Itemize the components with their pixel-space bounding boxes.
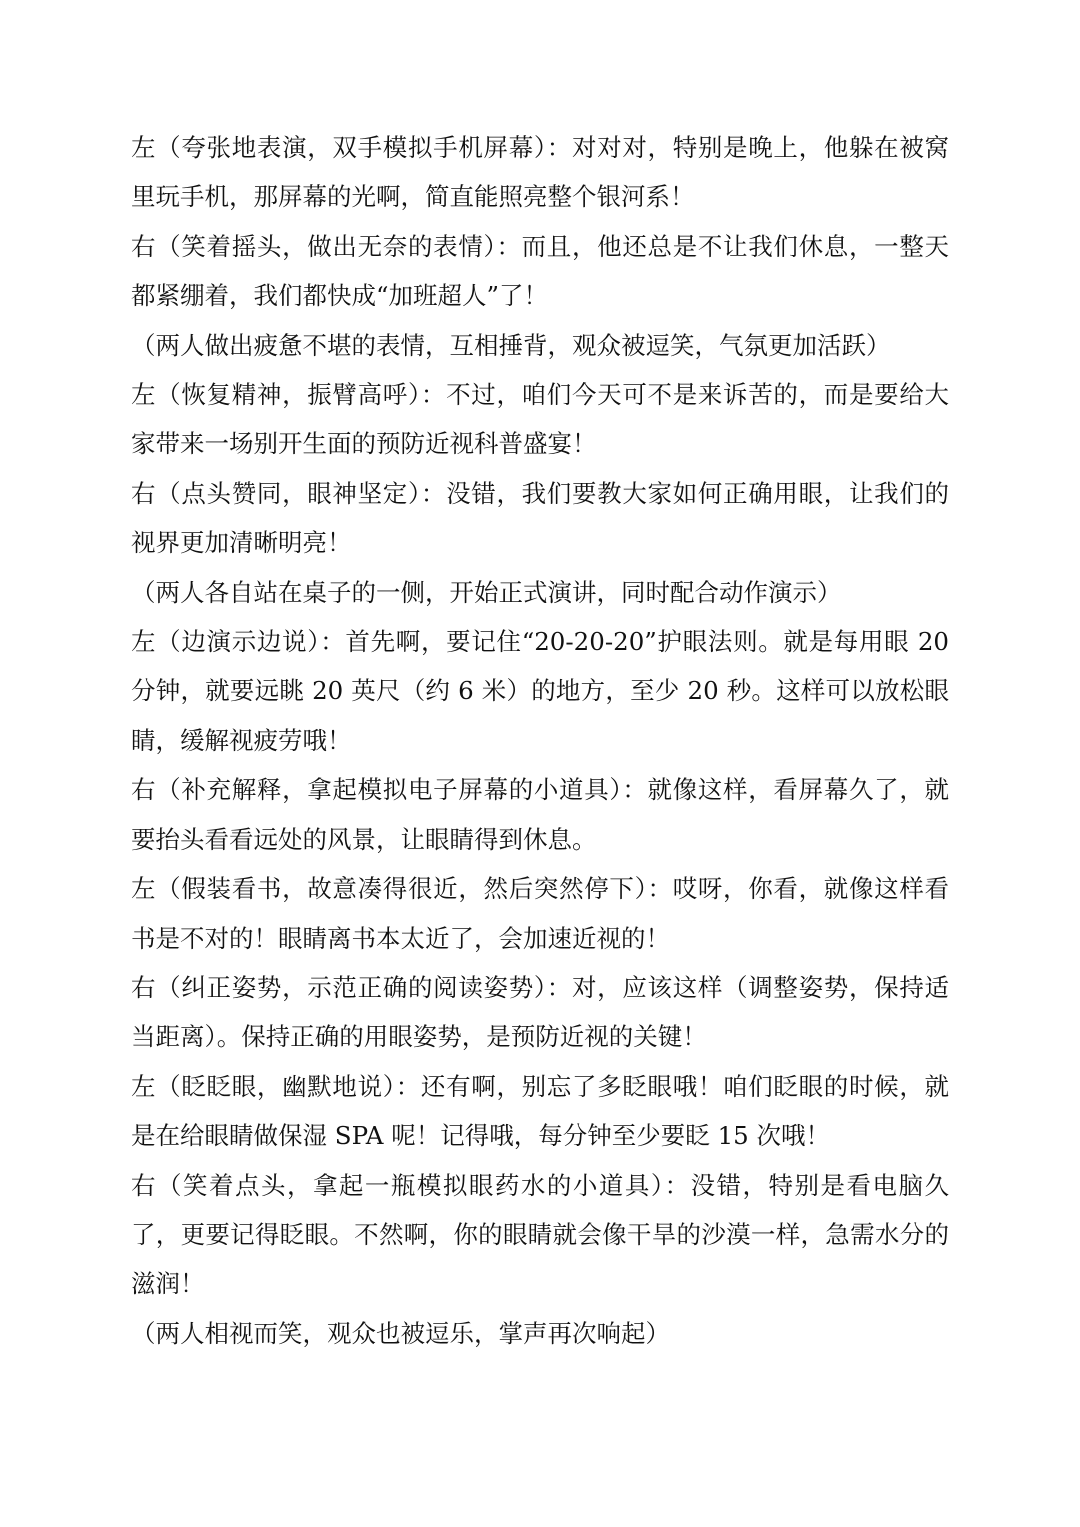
dialogue-right-4: 右（纠正姿势，示范正确的阅读姿势）：对，应该这样（调整姿势，保持适当距离）。保持正确的用眼姿势，是预防近视的关键！ <box>131 972 949 1052</box>
stage-direction-2: （两人各自站在桌子的一侧，开始正式演讲，同时配合动作演示） <box>131 577 842 607</box>
stage-direction-1: （两人做出疲惫不堪的表情，互相捶背，观众被逗笑，气氛更加活跃） <box>131 330 891 360</box>
dialogue-right-1: 右（笑着摇头，做出无奈的表情）：而且，他还总是不让我们休息，一整天都紧绷着，我们都快成“加班超人”了！ <box>131 231 949 311</box>
dialogue-right-2: 右（点头赞同，眼神坚定）：没错，我们要教大家如何正确用眼，让我们的视界更加清晰明亮！ <box>131 478 949 558</box>
dialogue-left-4: 左（假装看书，故意凑得很近，然后突然停下）：哎呀，你看，就像这样看书是不对的！眼睛离书本太近了，会加速近视的！ <box>131 874 949 953</box>
dialogue-left-1: 左（夸张地表演，双手模拟手机屏幕）：对对对，特别是晚上，他躲在被窝里玩手机，那屏幕的光啊，简直能照亮整个银河系！ <box>131 133 949 212</box>
dialogue-left-3: 左（边演示边说）：首先啊，要记住“20-20-20”护眼法则。就是每用眼 20 分钟，就要远眺 20 英尺（约 6 米）的地方，至少 20 秒。这样可以放松眼睛，缓解视疲劳哦！ <box>131 627 949 755</box>
stage-direction-3: （两人相视而笑，观众也被逗乐，掌声再次响起） <box>131 1318 670 1348</box>
dialogue-left-5: 左（眨眨眼，幽默地说）：还有啊，别忘了多眨眼哦！咱们眨眼的时候，就是在给眼睛做保湿 SPA 呢！记得哦，每分钟至少要眨 15 次哦！ <box>131 1071 949 1151</box>
dialogue-right-3: 右（补充解释，拿起模拟电子屏幕的小道具）：就像这样，看屏幕久了，就要抬头看看远处的风景，让眼睛得到休息。 <box>131 775 949 854</box>
dialogue-left-2: 左（恢复精神，振臂高呼）：不过，咱们今天可不是来诉苦的，而是要给大家带来一场别开生面的预防近视科普盛宴！ <box>131 380 949 459</box>
dialogue-right-5: 右（笑着点头，拿起一瓶模拟眼药水的小道具）：没错，特别是看电脑久了，更要记得眨眼。不然啊，你的眼睛就会像干旱的沙漠一样，急需水分的滋润！ <box>131 1170 949 1299</box>
script-body <box>131 123 949 1358</box>
